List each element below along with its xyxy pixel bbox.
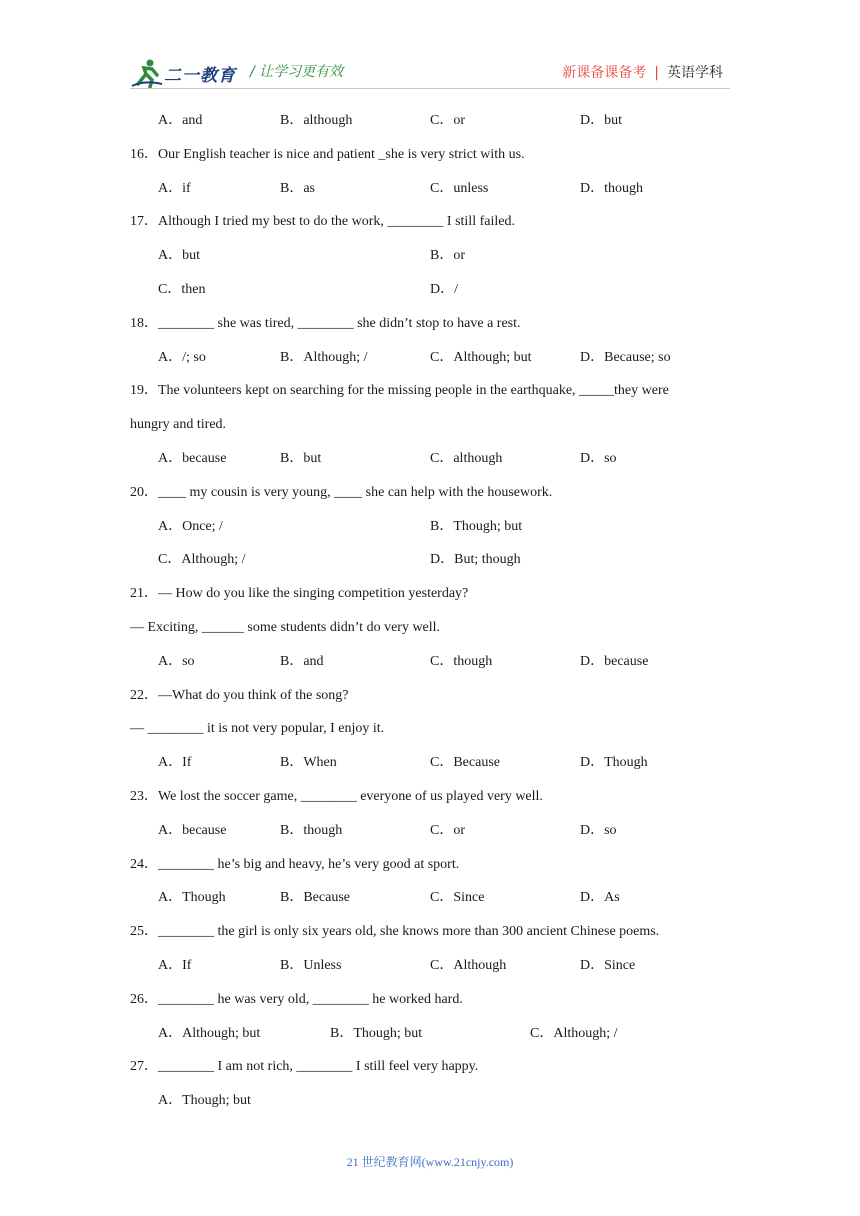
- answer-option: A．and: [158, 113, 203, 128]
- options-row: [0, 1084, 860, 1118]
- options-row: [0, 341, 860, 375]
- header-right: [562, 62, 723, 82]
- answer-option: D．Because; so: [580, 349, 671, 365]
- answer-option: C．though: [430, 653, 493, 669]
- answer-option: C．Although: [430, 957, 507, 973]
- answer-option: B．although: [280, 113, 353, 128]
- answer-option: B．Unless: [280, 957, 342, 973]
- page-header: [0, 0, 860, 100]
- answer-option: D．but: [580, 113, 622, 128]
- runner-logo-icon: [130, 56, 164, 90]
- logo-text: 二一教育: [164, 66, 236, 86]
- answer-option: D．so: [580, 822, 617, 838]
- options-row: [0, 746, 860, 780]
- question-text: hungry and tired.: [130, 417, 227, 433]
- answer-option: D．so: [580, 450, 617, 466]
- question-text: 21．— How do you like the singing competition yesterday?: [130, 586, 469, 602]
- answer-option: A．so: [158, 653, 195, 669]
- answer-option: D．/: [430, 281, 458, 297]
- answer-option: B．and: [280, 653, 324, 669]
- answer-option: A．Though: [158, 890, 226, 906]
- question-text: 17．Although I tried my best to do the work, ________ I still failed.: [130, 214, 515, 230]
- question-text: 19．The volunteers kept on searching for the missing people in the earthquake, _____they were: [130, 383, 669, 399]
- answer-option: C．although: [430, 450, 503, 466]
- answer-option: B．Because: [280, 890, 350, 906]
- answer-option: C．or: [430, 822, 465, 838]
- answer-option: D．As: [580, 890, 620, 906]
- answer-option: C．Because: [430, 755, 500, 771]
- options-row: [0, 543, 860, 577]
- header-separator: |: [654, 65, 659, 81]
- question-list: [0, 104, 860, 1118]
- options-row: [0, 949, 860, 983]
- question-text: 24．________ he’s big and heavy, he’s very good at sport.: [130, 856, 460, 872]
- question-text: 25．________ the girl is only six years old, she knows more than 300 ancient Chinese poems.: [130, 924, 660, 940]
- answer-option: A．if: [158, 180, 191, 196]
- answer-option: C．Although; /: [158, 552, 246, 568]
- answer-option: A．but: [158, 248, 200, 264]
- answer-option: A．If: [158, 755, 192, 771]
- answer-option: D．Though: [580, 755, 648, 771]
- question-text: — ________ it is not very popular, I enjoy it.: [130, 721, 385, 737]
- options-row: [0, 510, 860, 544]
- answer-option: B．Although; /: [280, 349, 368, 365]
- answer-option: C．or: [430, 113, 465, 128]
- question-text: 22．—What do you think of the song?: [130, 687, 349, 703]
- options-row: [0, 814, 860, 848]
- answer-option: A．/; so: [158, 349, 206, 365]
- answer-option: A．because: [158, 822, 227, 838]
- question-text: 23．We lost the soccer game, ________ everyone of us played very well.: [130, 788, 543, 804]
- header-course-label: 新课备课备考: [562, 65, 647, 81]
- slogan: / 让学习更有效: [250, 64, 344, 80]
- header-subject-label: 英语学科: [667, 65, 723, 81]
- answer-option: C．then: [158, 281, 206, 297]
- answer-option: D．because: [580, 653, 649, 669]
- question-text: 20．____ my cousin is very young, ____ she can help with the housework.: [130, 484, 553, 500]
- options-row: [0, 172, 860, 206]
- options-row: [0, 1017, 860, 1051]
- header-divider: [130, 88, 730, 89]
- options-row: [0, 442, 860, 476]
- answer-option: A．Once; /: [158, 518, 223, 534]
- answer-option: B．Though; but: [430, 518, 523, 534]
- answer-option: B．as: [280, 180, 315, 196]
- answer-option: A．If: [158, 957, 192, 973]
- options-row: [0, 645, 860, 679]
- question-text: 16．Our English teacher is nice and patient _she is very strict with us.: [130, 146, 525, 162]
- answer-option: A．Though; but: [158, 1093, 251, 1109]
- question-text: 27．________ I am not rich, ________ I still feel very happy.: [130, 1059, 479, 1075]
- answer-option: B．or: [430, 248, 465, 264]
- question-text: — Exciting, ______ some students didn’t do very well.: [130, 619, 441, 635]
- answer-option: D．though: [580, 180, 643, 196]
- answer-option: D．But; though: [430, 552, 521, 568]
- answer-option: A．Although; but: [158, 1025, 261, 1041]
- options-row: [0, 239, 860, 273]
- options-row: [0, 104, 860, 138]
- options-row: [0, 273, 860, 307]
- options-row: [0, 881, 860, 915]
- question-text: 18．________ she was tired, ________ she didn’t stop to have a rest.: [130, 315, 521, 331]
- answer-option: B．When: [280, 755, 337, 771]
- answer-option: C．Since: [430, 890, 485, 906]
- logo: [130, 56, 240, 90]
- answer-option: B．Though; but: [330, 1025, 423, 1041]
- answer-option: C．unless: [430, 180, 489, 196]
- answer-option: C．Although; /: [530, 1025, 618, 1041]
- answer-option: C．Although; but: [430, 349, 532, 365]
- answer-option: B．though: [280, 822, 343, 838]
- answer-option: A．because: [158, 450, 227, 466]
- page-footer: 21 世纪教育网(www.21cnjy.com): [346, 1155, 514, 1169]
- answer-option: D．Since: [580, 957, 636, 973]
- question-text: 26．________ he was very old, ________ he worked hard.: [130, 991, 463, 1007]
- answer-option: B．but: [280, 450, 322, 466]
